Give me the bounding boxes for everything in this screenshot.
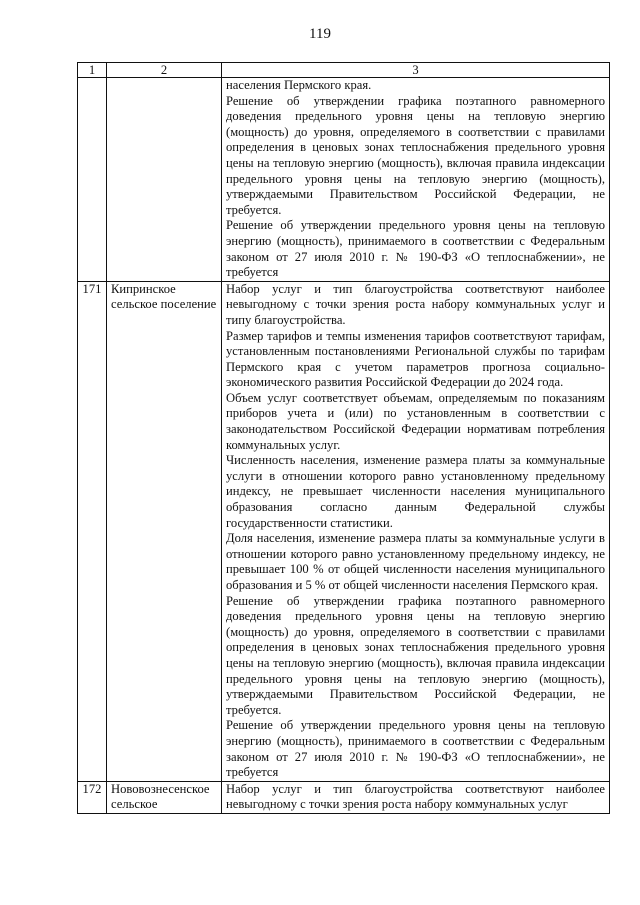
paragraph: Размер тарифов и темпы изменения тарифов соответствуют тарифам, установленным постановлениями Региональной службы по тарифам Пермского края с учетом параметров прогноза социально-экономического развития Российской Федерации до 2024 года.: [226, 328, 605, 390]
table-header: [78, 63, 610, 78]
paragraph: Объем услуг соответствует объемам, определяемым по показаниям приборов учета и (или) по установленным в соответствии с законодательством Российской Федерации нормативам потребления коммунальных услуг.: [226, 390, 605, 452]
header-col-1: 1: [78, 63, 107, 78]
paragraph: Набор услуг и тип благоустройства соответствуют наиболее невыгодному с точки зрения роста набору коммунальных услуг: [226, 781, 605, 812]
row-number: 171: [78, 281, 107, 781]
row-description: [222, 781, 610, 813]
table-row: [78, 78, 610, 282]
table-row: [78, 781, 610, 813]
page-number: 119: [309, 26, 331, 42]
row-number: [78, 78, 107, 282]
row-description: [222, 281, 610, 781]
header-col-2: 2: [107, 63, 222, 78]
paragraph: Решение об утверждении предельного уровня цены на тепловую энергию (мощность), принимаемого в соответствии с Федеральным законом от 27 июля 2010 г. № 190-ФЗ «О теплоснабжении», не требуется: [226, 218, 605, 280]
paragraph: Набор услуг и тип благоустройства соответствуют наиболее невыгодному с точки зрения роста набору коммунальных услуг и типу благоустройства.: [226, 281, 605, 327]
municipality-name: Нововознесенское сельское: [107, 781, 222, 813]
paragraph: Решение об утверждении графика поэтапного равномерного доведения предельного уровня цены на тепловую энергию (мощность) до уровня, определяемого в соответствии с правилами определения в ценовых зонах теплоснабжения предельного уровня цены на тепловую энергию (мощность), включая правила индексации предельного уровня цены на тепловую энергию (мощность), утверждаемыми Правительством Российской Федерации, не требуется.: [226, 593, 605, 717]
paragraph: населения Пермского края.: [226, 78, 372, 92]
paragraph: Решение об утверждении графика поэтапного равномерного доведения предельного уровня цены на тепловую энергию (мощность) до уровня, определяемого в соответствии с правилами определения в ценовых зонах теплоснабжения предельного уровня цены на тепловую энергию (мощность), включая правила индексации предельного уровня цены на тепловую энергию (мощность), утверждаемыми Правительством Российской Федерации, не требуется.: [226, 93, 605, 217]
paragraph: Доля населения, изменение размера платы за коммунальные услуги в отношении которого равно установленному предельному индексу, не превышает 100 % от общей численности населения муниципального образования и 5 % от общей численности населения Пермского края.: [226, 531, 605, 592]
document-table: [77, 62, 610, 814]
table-row: [78, 281, 610, 781]
municipality-name: Кипринское сельское поселение: [107, 281, 222, 781]
header-col-3: 3: [222, 63, 610, 78]
paragraph: Численность населения, изменение размера платы за коммунальные услуги в отношении которого равно установленному предельному индексу, не превышает численности населения муниципального образования согласно данным Федеральной службы государственности статистики.: [226, 453, 605, 530]
municipality-name: [107, 78, 222, 282]
row-number: 172: [78, 781, 107, 813]
row-description: [222, 78, 610, 282]
paragraph: Решение об утверждении предельного уровня цены на тепловую энергию (мощность), принимаемого в соответствии с Федеральным законом от 27 июля 2010 г. № 190-ФЗ «О теплоснабжении», не требуется: [226, 718, 605, 780]
